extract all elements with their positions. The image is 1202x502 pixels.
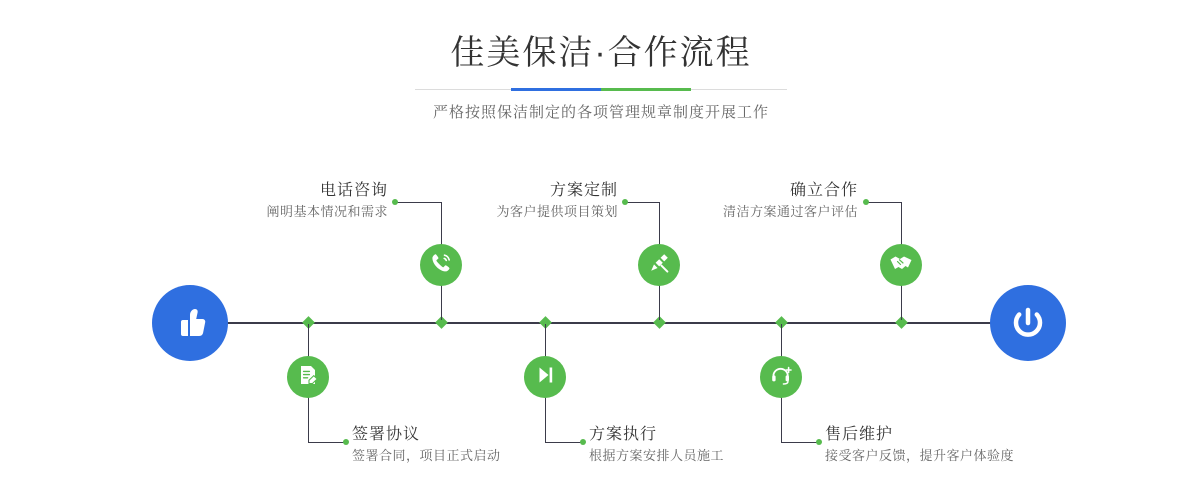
step-title-2: 签署协议 bbox=[352, 426, 421, 443]
connector-dot-step-5 bbox=[863, 199, 869, 205]
page-subtitle: 严格按照保洁制定的各项管理规章制度开展工作 bbox=[432, 104, 769, 121]
connector-hline-step-4 bbox=[545, 442, 583, 443]
step-title-3: 方案定制 bbox=[549, 182, 618, 199]
step-label-1 bbox=[150, 180, 388, 222]
divider-blue-segment bbox=[511, 88, 601, 91]
step-desc-2: 签署合同，项目正式启动 bbox=[352, 448, 501, 463]
step-title-5: 确立合作 bbox=[789, 182, 858, 199]
timeline-end-node bbox=[990, 285, 1066, 361]
handshake-icon bbox=[888, 250, 914, 281]
step-title-6: 售后维护 bbox=[825, 426, 894, 443]
step-desc-5: 清洁方案通过客户评估 bbox=[722, 204, 858, 219]
diagram-header bbox=[0, 30, 1202, 122]
step-desc-6: 接受客户反馈，提升客户体验度 bbox=[825, 448, 1015, 463]
step-icon-badge-2 bbox=[287, 356, 329, 398]
connector-dot-step-2 bbox=[343, 439, 349, 445]
timeline-start-node bbox=[152, 285, 228, 361]
step-title-1: 电话咨询 bbox=[319, 182, 388, 199]
play-forward-icon bbox=[533, 363, 557, 392]
title-divider bbox=[415, 88, 787, 91]
step-label-6 bbox=[825, 424, 1085, 466]
connector-hline-step-5 bbox=[866, 202, 901, 203]
page-title: 佳美保洁·合作流程 bbox=[450, 34, 752, 72]
step-label-3 bbox=[380, 180, 618, 222]
pen-ruler-icon bbox=[647, 251, 671, 280]
step-label-4 bbox=[589, 424, 829, 466]
connector-hline-step-6 bbox=[781, 442, 819, 443]
connector-hline-step-2 bbox=[308, 442, 346, 443]
power-icon bbox=[990, 285, 1066, 361]
phone-call-icon bbox=[429, 251, 453, 280]
headset-support-icon bbox=[769, 363, 793, 392]
step-desc-1: 阐明基本情况和需求 bbox=[266, 204, 388, 219]
connector-dot-step-4 bbox=[580, 439, 586, 445]
document-edit-icon bbox=[296, 363, 320, 392]
step-icon-badge-6 bbox=[760, 356, 802, 398]
step-label-2 bbox=[352, 424, 592, 466]
step-icon-badge-5 bbox=[880, 244, 922, 286]
connector-dot-step-6 bbox=[816, 439, 822, 445]
thumbs-up-icon bbox=[152, 285, 228, 361]
divider-green-segment bbox=[601, 88, 691, 91]
step-desc-4: 根据方案安排人员施工 bbox=[589, 448, 725, 463]
step-title-4: 方案执行 bbox=[589, 426, 658, 443]
step-icon-badge-3 bbox=[638, 244, 680, 286]
step-desc-3: 为客户提供项目策划 bbox=[496, 204, 618, 219]
step-label-5 bbox=[620, 180, 858, 222]
step-icon-badge-4 bbox=[524, 356, 566, 398]
step-icon-badge-1 bbox=[420, 244, 462, 286]
